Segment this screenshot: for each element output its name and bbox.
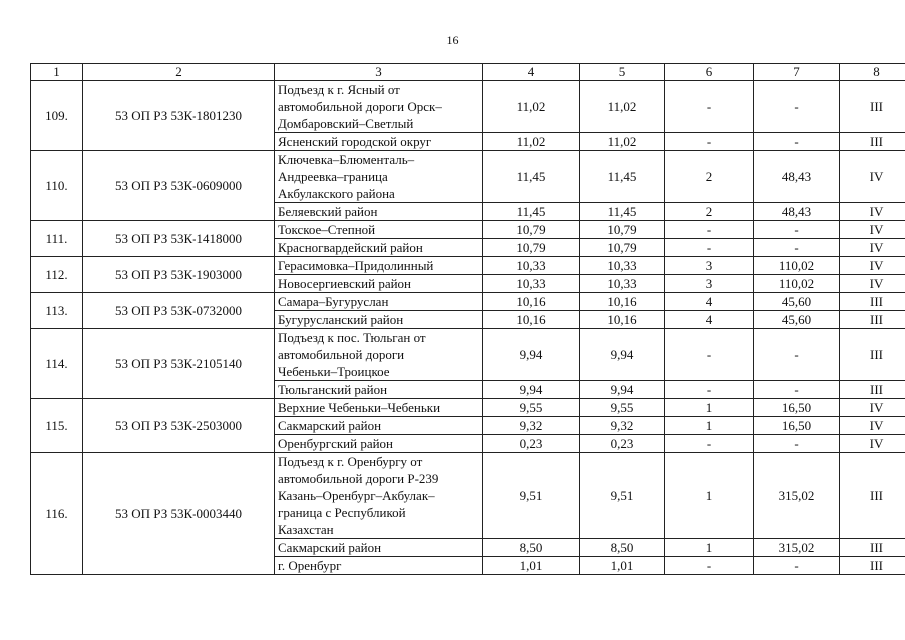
bridge-count: 2 xyxy=(665,203,754,221)
road-name-line: Казахстан xyxy=(278,522,334,537)
road-name-line: Новосергиевский район xyxy=(278,276,412,291)
length-hard-surface: 11,45 xyxy=(580,203,665,221)
road-name-line: Красногвардейский район xyxy=(278,240,423,255)
road-name-line: Самара–Бугуруслан xyxy=(278,294,389,309)
length-total: 10,16 xyxy=(483,311,580,329)
column-number: 7 xyxy=(754,64,840,81)
length-hard-surface: 9,55 xyxy=(580,399,665,417)
bridge-length: - xyxy=(754,239,840,257)
bridge-length: 110,02 xyxy=(754,257,840,275)
bridge-length: 45,60 xyxy=(754,293,840,311)
road-number: 112. xyxy=(31,257,83,293)
road-name xyxy=(275,329,483,381)
column-number: 5 xyxy=(580,64,665,81)
length-hard-surface: 10,16 xyxy=(580,311,665,329)
table-row xyxy=(31,453,905,539)
road-name-line: автомобильной дороги xyxy=(278,347,405,362)
road-category: IV xyxy=(840,275,905,293)
road-name-line: Подъезд к пос. Тюльган от xyxy=(278,330,426,345)
bridge-length: - xyxy=(754,221,840,239)
road-name xyxy=(275,275,483,293)
table-row xyxy=(31,151,905,203)
road-name xyxy=(275,239,483,257)
road-id-code: 53 ОП РЗ 53К-1418000 xyxy=(83,221,275,257)
bridge-length: 16,50 xyxy=(754,417,840,435)
road-number: 115. xyxy=(31,399,83,453)
road-id-code: 53 ОП РЗ 53К-1903000 xyxy=(83,257,275,293)
page-number: 16 xyxy=(446,33,459,47)
road-name-line: Беляевский район xyxy=(278,204,378,219)
table-body xyxy=(31,81,905,575)
length-hard-surface: 10,79 xyxy=(580,239,665,257)
length-total: 11,45 xyxy=(483,151,580,203)
bridge-length: - xyxy=(754,81,840,133)
bridge-count: - xyxy=(665,329,754,381)
length-total: 11,45 xyxy=(483,203,580,221)
length-hard-surface: 10,33 xyxy=(580,257,665,275)
length-total: 0,23 xyxy=(483,435,580,453)
road-category: III xyxy=(840,311,905,329)
road-name-line: Казань–Оренбург–Акбулак– xyxy=(278,488,435,503)
length-total: 10,33 xyxy=(483,257,580,275)
road-id-code: 53 ОП РЗ 53К-0732000 xyxy=(83,293,275,329)
column-number: 6 xyxy=(665,64,754,81)
road-name-line: граница с Республикой xyxy=(278,505,406,520)
road-name-line: Ключевка–Блюменталь– xyxy=(278,152,415,167)
road-id-code: 53 ОП РЗ 53К-2105140 xyxy=(83,329,275,399)
bridge-count: 1 xyxy=(665,539,754,557)
road-name-line: Сакмарский район xyxy=(278,540,382,555)
length-hard-surface: 9,32 xyxy=(580,417,665,435)
road-name-line: Ясненский городской округ xyxy=(278,134,432,149)
bridge-count: 3 xyxy=(665,275,754,293)
bridge-length: 45,60 xyxy=(754,311,840,329)
bridge-count: - xyxy=(665,133,754,151)
length-hard-surface: 11,45 xyxy=(580,151,665,203)
road-category: III xyxy=(840,293,905,311)
length-hard-surface: 10,16 xyxy=(580,293,665,311)
table-row xyxy=(31,399,905,417)
road-name xyxy=(275,221,483,239)
road-name-line: Токское–Степной xyxy=(278,222,376,237)
length-hard-surface: 11,02 xyxy=(580,133,665,151)
length-hard-surface: 9,94 xyxy=(580,381,665,399)
road-name xyxy=(275,453,483,539)
road-name xyxy=(275,151,483,203)
road-name-line: Подъезд к г. Ясный от xyxy=(278,82,400,97)
road-name xyxy=(275,381,483,399)
length-total: 9,55 xyxy=(483,399,580,417)
bridge-count: - xyxy=(665,221,754,239)
table-row xyxy=(31,81,905,133)
road-number: 111. xyxy=(31,221,83,257)
bridge-length: 315,02 xyxy=(754,539,840,557)
road-number: 109. xyxy=(31,81,83,151)
road-category: IV xyxy=(840,417,905,435)
table-row xyxy=(31,293,905,311)
column-number: 3 xyxy=(275,64,483,81)
bridge-length: 48,43 xyxy=(754,203,840,221)
bridge-count: 4 xyxy=(665,311,754,329)
road-category: III xyxy=(840,81,905,133)
bridge-length: - xyxy=(754,381,840,399)
length-hard-surface: 0,23 xyxy=(580,435,665,453)
length-hard-surface: 10,79 xyxy=(580,221,665,239)
road-name xyxy=(275,557,483,575)
length-total: 10,16 xyxy=(483,293,580,311)
road-name xyxy=(275,399,483,417)
road-category: IV xyxy=(840,239,905,257)
road-name xyxy=(275,203,483,221)
road-name-line: Акбулакского района xyxy=(278,186,395,201)
bridge-length: 110,02 xyxy=(754,275,840,293)
road-name-line: Чебеньки–Троицкое xyxy=(278,364,390,379)
road-category: IV xyxy=(840,257,905,275)
length-total: 9,94 xyxy=(483,381,580,399)
bridge-count: - xyxy=(665,381,754,399)
length-total: 10,79 xyxy=(483,221,580,239)
column-number: 1 xyxy=(31,64,83,81)
road-category: IV xyxy=(840,203,905,221)
road-category: III xyxy=(840,133,905,151)
column-number-row xyxy=(31,64,905,81)
length-total: 9,51 xyxy=(483,453,580,539)
road-category: III xyxy=(840,329,905,381)
bridge-length: 48,43 xyxy=(754,151,840,203)
bridge-length: - xyxy=(754,133,840,151)
road-name-line: автомобильной дороги Р-239 xyxy=(278,471,439,486)
roads-table xyxy=(30,63,905,575)
column-number: 8 xyxy=(840,64,905,81)
column-number: 4 xyxy=(483,64,580,81)
bridge-count: 1 xyxy=(665,399,754,417)
road-name-line: Верхние Чебеньки–Чебеньки xyxy=(278,400,441,415)
road-name xyxy=(275,539,483,557)
road-name-line: Андреевка–граница xyxy=(278,169,388,184)
road-name xyxy=(275,417,483,435)
road-category: IV xyxy=(840,221,905,239)
length-hard-surface: 8,50 xyxy=(580,539,665,557)
length-total: 11,02 xyxy=(483,133,580,151)
road-name-line: Герасимовка–Придолинный xyxy=(278,258,434,273)
length-total: 9,32 xyxy=(483,417,580,435)
road-name xyxy=(275,311,483,329)
road-name-line: автомобильной дороги Орск– xyxy=(278,99,442,114)
length-total: 10,33 xyxy=(483,275,580,293)
length-total: 9,94 xyxy=(483,329,580,381)
road-name xyxy=(275,133,483,151)
bridge-length: 16,50 xyxy=(754,399,840,417)
road-name xyxy=(275,435,483,453)
road-category: III xyxy=(840,557,905,575)
road-category: III xyxy=(840,381,905,399)
road-number: 113. xyxy=(31,293,83,329)
road-category: IV xyxy=(840,151,905,203)
road-category: IV xyxy=(840,399,905,417)
bridge-count: - xyxy=(665,435,754,453)
road-name xyxy=(275,257,483,275)
road-name-line: Сакмарский район xyxy=(278,418,382,433)
bridge-count: - xyxy=(665,239,754,257)
length-hard-surface: 9,94 xyxy=(580,329,665,381)
length-hard-surface: 11,02 xyxy=(580,81,665,133)
bridge-length: - xyxy=(754,557,840,575)
bridge-length: 315,02 xyxy=(754,453,840,539)
road-category: III xyxy=(840,453,905,539)
length-total: 1,01 xyxy=(483,557,580,575)
road-name-line: Тюльганский район xyxy=(278,382,388,397)
bridge-count: - xyxy=(665,557,754,575)
bridge-count: 2 xyxy=(665,151,754,203)
length-hard-surface: 1,01 xyxy=(580,557,665,575)
road-name-line: Домбаровский–Светлый xyxy=(278,116,414,131)
bridge-count: 3 xyxy=(665,257,754,275)
bridge-length: - xyxy=(754,435,840,453)
table-row xyxy=(31,221,905,239)
road-name xyxy=(275,81,483,133)
bridge-count: - xyxy=(665,81,754,133)
road-number: 110. xyxy=(31,151,83,221)
road-name xyxy=(275,293,483,311)
road-name-line: Подъезд к г. Оренбургу от xyxy=(278,454,423,469)
road-name-line: г. Оренбург xyxy=(278,558,342,573)
road-number: 114. xyxy=(31,329,83,399)
length-total: 11,02 xyxy=(483,81,580,133)
length-total: 8,50 xyxy=(483,539,580,557)
table-row xyxy=(31,257,905,275)
column-number: 2 xyxy=(83,64,275,81)
bridge-count: 1 xyxy=(665,417,754,435)
road-category: III xyxy=(840,539,905,557)
road-id-code: 53 ОП РЗ 53К-2503000 xyxy=(83,399,275,453)
road-name-line: Оренбургский район xyxy=(278,436,394,451)
road-category: IV xyxy=(840,435,905,453)
road-id-code: 53 ОП РЗ 53К-0609000 xyxy=(83,151,275,221)
road-number: 116. xyxy=(31,453,83,575)
length-total: 10,79 xyxy=(483,239,580,257)
road-id-code: 53 ОП РЗ 53К-0003440 xyxy=(83,453,275,575)
bridge-count: 4 xyxy=(665,293,754,311)
bridge-count: 1 xyxy=(665,453,754,539)
road-id-code: 53 ОП РЗ 53К-1801230 xyxy=(83,81,275,151)
length-hard-surface: 9,51 xyxy=(580,453,665,539)
length-hard-surface: 10,33 xyxy=(580,275,665,293)
road-name-line: Бугурусланский район xyxy=(278,312,404,327)
table-row xyxy=(31,329,905,381)
bridge-length: - xyxy=(754,329,840,381)
